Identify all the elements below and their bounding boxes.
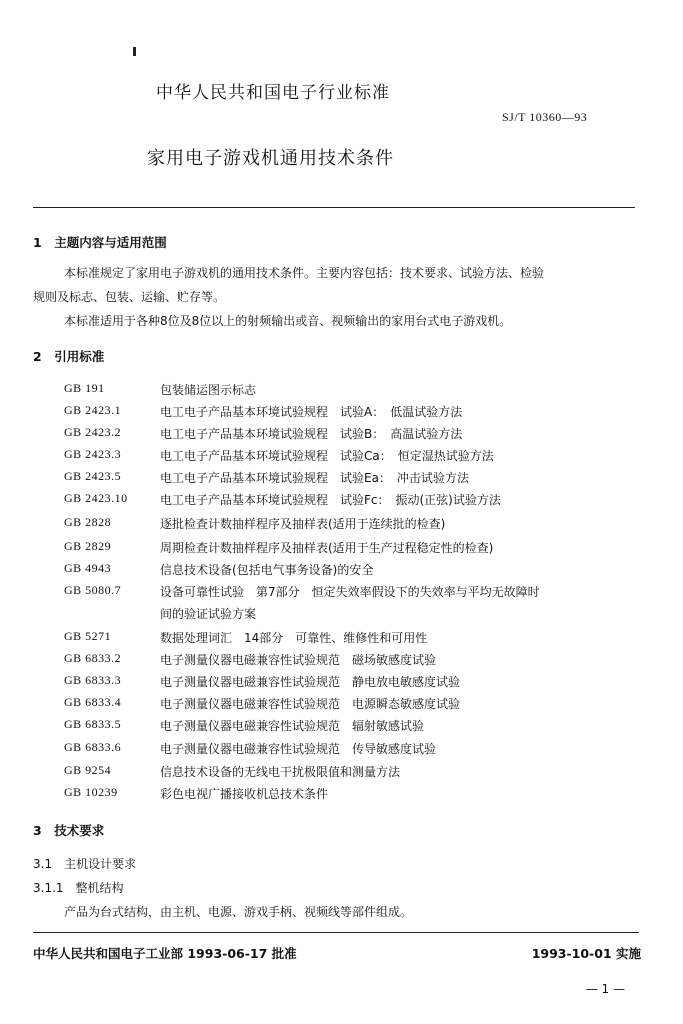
reference-title: 电子测量仪器电磁兼容性试验规范 电源瞬态敏感度试验 [160, 697, 461, 711]
reference-title: 设备可靠性试验 第7部分 恒定失效率假设下的失效率与平均无故障时 [160, 585, 540, 599]
reference-code: GB 2423.1 [64, 403, 122, 417]
approval-date: 中华人民共和国电子工业部 1993-06-17 批准 [33, 946, 297, 961]
reference-code: GB 2423.5 [64, 469, 122, 483]
reference-code: GB 6833.2 [64, 651, 122, 665]
reference-title: 信息技术设备的无线电干扰极限值和测量方法 [160, 765, 401, 779]
reference-title: 电子测量仪器电磁兼容性试验规范 静电放电敏感度试验 [160, 675, 461, 689]
reference-title: 电工电子产品基本环境试验规程 试验Ea： 冲击试验方法 [160, 471, 469, 485]
reference-code: GB 2423.2 [64, 425, 122, 439]
document-title: 家用电子游戏机通用技术条件 [147, 148, 394, 169]
reference-title: 信息技术设备(包括电气事务设备)的安全 [160, 563, 374, 577]
reference-code: GB 2423.10 [64, 491, 128, 505]
section-heading: 2 引用标准 [33, 349, 105, 364]
reference-title: 电子测量仪器电磁兼容性试验规范 磁场敏感度试验 [160, 653, 437, 667]
reference-title: 电工电子产品基本环境试验规程 试验A： 低温试验方法 [160, 405, 463, 419]
section-heading: 3 技术要求 [33, 823, 105, 838]
standard-code: SJ/T 10360—93 [502, 110, 588, 124]
reference-code: GB 6833.4 [64, 695, 122, 709]
reference-code: GB 9254 [64, 763, 112, 777]
reference-code: GB 6833.3 [64, 673, 122, 687]
reference-title: 包装储运图示标志 [160, 383, 257, 397]
reference-code: GB 2423.3 [64, 447, 122, 461]
implementation-date: 1993-10-01 实施 [531, 946, 641, 961]
paragraph-line: 本标准适用于各种8位及8位以上的射频输出或音、视频输出的家用台式电子游戏机。 [64, 314, 512, 328]
reference-code: GB 6833.5 [64, 717, 122, 731]
reference-code: GB 2828 [64, 515, 112, 529]
reference-code: GB 6833.6 [64, 740, 122, 754]
scan-mark [133, 47, 136, 56]
reference-code: GB 5080.7 [64, 583, 122, 597]
reference-title: 周期检查计数抽样程序及抽样表(适用于生产过程稳定性的检查) [160, 541, 494, 555]
reference-code: GB 5271 [64, 629, 112, 643]
reference-title: 电工电子产品基本环境试验规程 试验B： 高温试验方法 [160, 427, 463, 441]
issuing-org: 中华人民共和国电子行业标准 [156, 83, 390, 103]
reference-title: 逐批检查计数抽样程序及抽样表(适用于连续批的检查) [160, 517, 446, 531]
paragraph-line: 本标准规定了家用电子游戏机的通用技术条件。主要内容包括：技术要求、试验方法、检验 [64, 266, 545, 280]
reference-code: GB 10239 [64, 785, 118, 799]
reference-title: 电子测量仪器电磁兼容性试验规范 传导敏感度试验 [160, 742, 437, 756]
reference-title-continued: 间的验证试验方案 [160, 607, 257, 621]
reference-title: 彩色电视广播接收机总技术条件 [160, 787, 329, 801]
header-rule [33, 207, 635, 208]
reference-code: GB 2829 [64, 539, 112, 553]
reference-title: 数据处理词汇 14部分 可靠性、维修性和可用性 [160, 631, 428, 645]
footer-rule [33, 932, 639, 933]
subsection-heading: 3.1 主机设计要求 [33, 857, 137, 871]
subsection-heading: 3.1.1 整机结构 [33, 881, 124, 895]
reference-code: GB 4943 [64, 561, 112, 575]
reference-title: 电工电子产品基本环境试验规程 试验Ca： 恒定湿热试验方法 [160, 449, 494, 463]
page-number: — 1 — [585, 982, 625, 996]
paragraph-line: 产品为台式结构，由主机、电源、游戏手柄、视频线等部件组成。 [64, 905, 413, 919]
section-heading: 1 主题内容与适用范围 [33, 235, 167, 250]
reference-title: 电工电子产品基本环境试验规程 试验Fc： 振动(正弦)试验方法 [160, 493, 501, 507]
reference-title: 电子测量仪器电磁兼容性试验规范 辐射敏感试验 [160, 719, 425, 733]
reference-code: GB 191 [64, 381, 105, 395]
paragraph-line: 规则及标志、包装、运输、贮存等。 [33, 290, 226, 304]
